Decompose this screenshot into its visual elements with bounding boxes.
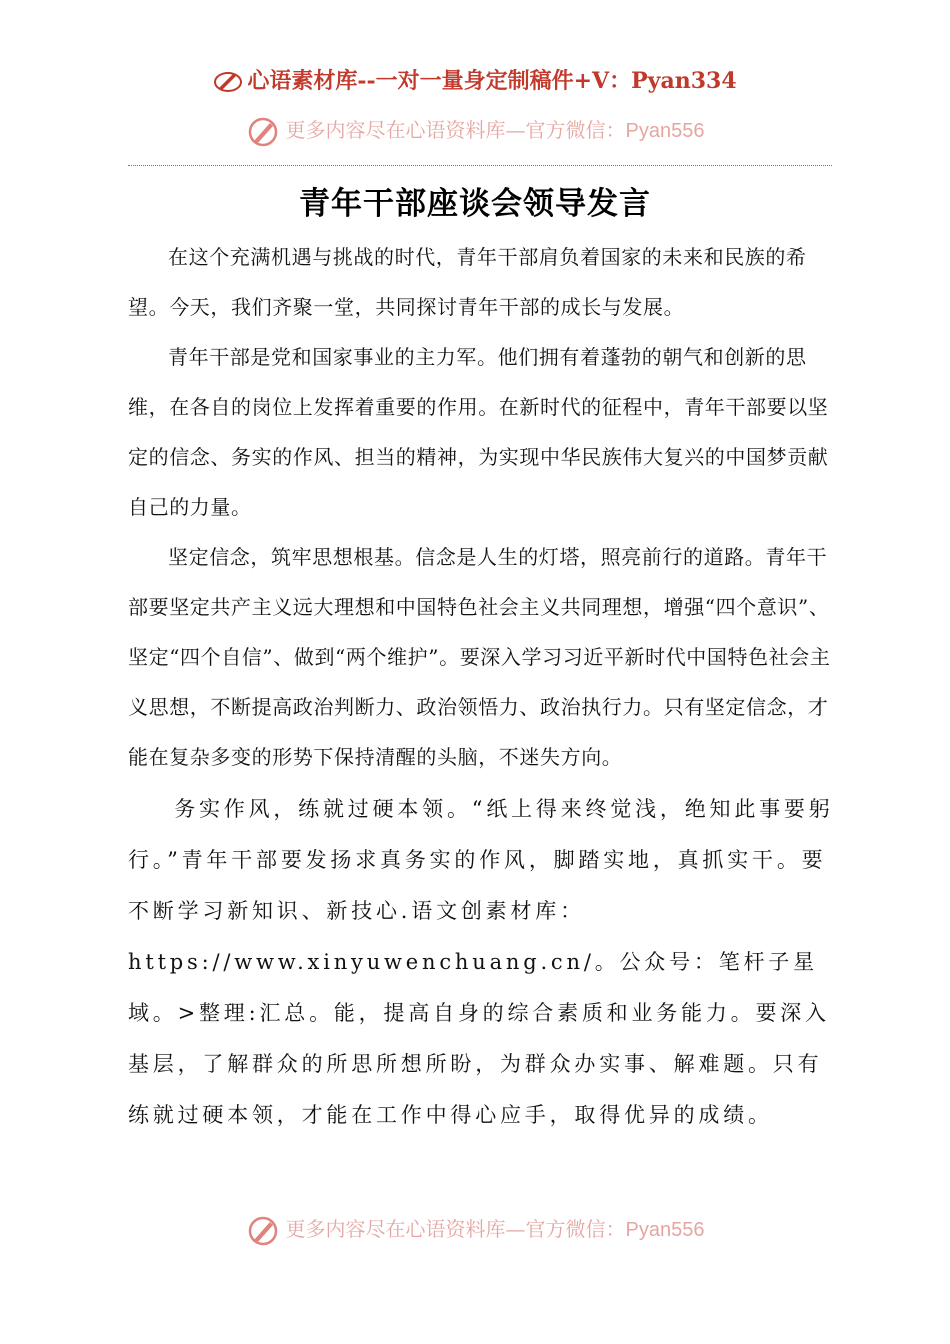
footer-banner <box>0 1213 950 1246</box>
header-line-1-text: 心语素材库--一对一量身定制稿件+V：Pyan334 <box>247 68 737 94</box>
footer-banner-text: 更多内容尽在心语资料库—官方微信： <box>285 1217 626 1241</box>
page-title: 青年干部座谈会领导发言 <box>299 186 651 222</box>
paragraph-4: 务实作风，练就过硬本领。“纸上得来终觉浅，绝知此事要躬行。”青年干部要发扬求真务实的作风，脚踏实地，真抓实干。要不断学习新知识、新技心.语文创素材库：https://www.xinyuwenchuang.cn/。公众号：笔杆子星域。>整理:汇总。能，提高自身的综合素质和业务能力。要深入基层，了解群众的所思所想所盼，为群众办实事、解难题。只有练就过硬本领，才能在工作中得心应手，取得优异的成绩。 <box>128 797 834 1127</box>
article-body <box>128 232 836 1141</box>
paragraph-2: 青年干部是党和国家事业的主力军。他们拥有着蓬勃的朝气和创新的思维，在各自的岗位上发挥着重要的作用。在新时代的征程中，青年干部要以坚定的信念、务实的作风、担当的精神，为实现中华民族伟大复兴的中国梦贡献自己的力量。 <box>128 345 829 519</box>
header-divider <box>128 165 832 166</box>
footer-banner-wechat: Pyan556 <box>625 1219 705 1241</box>
banner-logo-icon <box>246 117 280 147</box>
header-banner-wechat: Pyan556 <box>625 120 705 142</box>
footer-logo-icon <box>246 1216 280 1246</box>
paragraph-1: 在这个充满机遇与挑战的时代，青年干部肩负着国家的未来和民族的希望。今天，我们齐聚一堂，共同探讨青年干部的成长与发展。 <box>128 245 807 319</box>
paragraph-3: 坚定信念，筑牢思想根基。信念是人生的灯塔，照亮前行的道路。青年干部要坚定共产主义远大理想和中国特色社会主义共同理想，增强“四个意识”、坚定“四个自信”、做到“两个维护”。要深入学习习近平新时代中国特色社会主义思想，不断提高政治判断力、政治领悟力、政治执行力。只有坚定信念，才能在复杂多变的形势下保持清醒的头脑，不迷失方向。 <box>128 545 831 769</box>
header-line-1 <box>0 64 950 95</box>
header-banner-text: 更多内容尽在心语资料库—官方微信： <box>285 118 626 142</box>
brand-logo-icon <box>213 70 243 94</box>
header-banner <box>0 114 950 147</box>
